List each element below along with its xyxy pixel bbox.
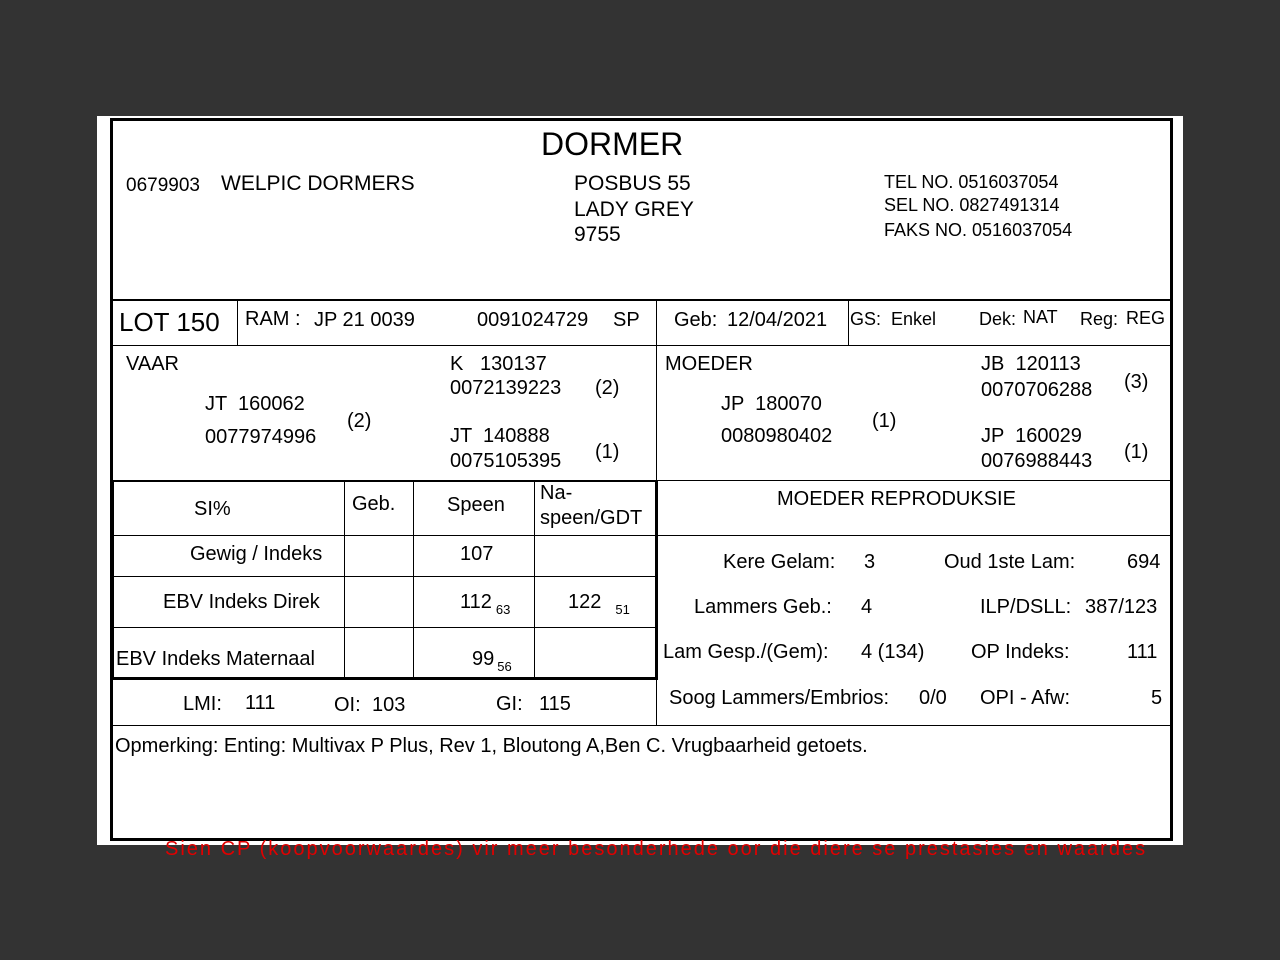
dam-reg-number: 0080980402 xyxy=(721,425,833,447)
ilp-value: 387/123 xyxy=(1085,596,1158,618)
dam-sire-reg-number: 0070706288 xyxy=(981,379,1093,401)
naspeen-value-main: 122 xyxy=(568,591,602,613)
divider xyxy=(237,299,238,345)
speen-value xyxy=(460,591,511,617)
sel-number: SEL NO. 0827491314 xyxy=(884,195,1060,215)
divider xyxy=(658,535,1172,536)
gi-value: 115 xyxy=(539,693,571,715)
dek-label: Dek: xyxy=(979,309,1017,329)
speen-value-main: 99 xyxy=(472,648,495,670)
birth-label: Geb: xyxy=(674,309,718,331)
speen-header: Speen xyxy=(447,494,505,516)
ram-label: RAM : xyxy=(245,308,301,330)
si-header: SI% xyxy=(194,498,231,520)
row-label: EBV Indeks Direk xyxy=(163,591,320,613)
divider xyxy=(112,535,656,536)
sire-dam-count: (1) xyxy=(595,441,620,463)
sire-reg-number: 0077974996 xyxy=(205,426,317,448)
sire-sire-id: K 130137 xyxy=(450,353,547,375)
sire-id: JT 160062 xyxy=(205,393,305,415)
address-line: POSBUS 55 xyxy=(574,172,691,195)
dam-id: JP 180070 xyxy=(721,393,822,415)
naspeen-accuracy: 51 xyxy=(615,602,630,617)
ilp-label: ILP/DSLL: xyxy=(980,596,1072,618)
op-value: 111 xyxy=(1127,641,1158,663)
oud-value: 694 xyxy=(1127,551,1161,573)
divider xyxy=(112,576,656,577)
ram-sp: SP xyxy=(613,309,640,331)
remark-text: Opmerking: Enting: Multivax P Plus, Rev 1, Bloutong A,Ben C. Vrugbaarheid getoets. xyxy=(115,735,868,757)
divider xyxy=(112,345,1172,346)
sire-sire-count: (2) xyxy=(595,377,620,399)
footer-note: Sien CP (koopvoorwaardes) vir meer besonderhede oor die diere se prestasies en waardes xyxy=(165,838,1148,860)
oi-value: 103 xyxy=(372,694,406,716)
owner-code: 0679903 xyxy=(126,175,200,196)
gs-label: GS: xyxy=(850,309,882,329)
soog-label: Soog Lammers/Embrios: xyxy=(669,687,890,709)
divider xyxy=(656,299,657,481)
reproduction-title: MOEDER REPRODUKSIE xyxy=(777,488,1016,510)
ram-reg-number: 0091024729 xyxy=(477,309,589,331)
divider xyxy=(344,482,345,677)
dam-label: MOEDER xyxy=(665,353,753,375)
gesp-value: 4 (134) xyxy=(861,641,925,663)
dam-sire-count: (3) xyxy=(1124,371,1149,393)
kere-label: Kere Gelam: xyxy=(723,551,836,573)
dam-dam-count: (1) xyxy=(1124,441,1149,463)
oud-label: Oud 1ste Lam: xyxy=(944,551,1076,573)
divider xyxy=(534,482,535,677)
sire-dam-reg-number: 0075105395 xyxy=(450,450,562,472)
lammers-value: 4 xyxy=(861,596,873,618)
dam-dam-reg-number: 0076988443 xyxy=(981,450,1093,472)
ram-id: JP 21 0039 xyxy=(314,309,415,331)
oi-label: OI: xyxy=(334,694,361,716)
divider xyxy=(413,482,414,677)
lmi-label: LMI: xyxy=(183,693,222,715)
op-label: OP Indeks: xyxy=(971,641,1070,663)
divider xyxy=(848,299,849,345)
speen-value xyxy=(472,648,512,674)
sire-label: VAAR xyxy=(126,353,179,375)
lmi-value: 111 xyxy=(245,692,276,714)
address-line: 9755 xyxy=(574,223,621,246)
gs-value: Enkel xyxy=(891,309,937,329)
speen-accuracy: 56 xyxy=(497,659,512,674)
row-label: EBV Indeks Maternaal xyxy=(116,648,315,670)
speen-value: 107 xyxy=(460,543,494,565)
divider xyxy=(112,627,656,628)
lot-card xyxy=(97,116,1183,860)
soog-value: 0/0 xyxy=(919,687,947,709)
faks-number: FAKS NO. 0516037054 xyxy=(884,220,1073,240)
tel-number: TEL NO. 0516037054 xyxy=(884,172,1059,192)
geb-header: Geb. xyxy=(352,493,396,515)
divider xyxy=(112,299,1172,301)
divider xyxy=(656,480,657,725)
reg-label: Reg: xyxy=(1080,309,1119,329)
sire-dam-id: JT 140888 xyxy=(450,425,550,447)
kere-value: 3 xyxy=(864,551,876,573)
breed-title: DORMER xyxy=(541,126,684,162)
divider xyxy=(112,725,1172,726)
gesp-label: Lam Gesp./(Gem): xyxy=(663,641,829,663)
opi-value: 5 xyxy=(1151,687,1163,709)
naspeen-header: Na- xyxy=(540,482,573,504)
sire-progeny-count: (2) xyxy=(347,410,372,432)
row-label: Gewig / Indeks xyxy=(190,543,323,565)
dam-sire-id: JB 120113 xyxy=(981,353,1081,375)
sire-sire-reg-number: 0072139223 xyxy=(450,377,562,399)
naspeen-value xyxy=(568,591,630,617)
speen-accuracy: 63 xyxy=(495,602,511,617)
birth-date: 12/04/2021 xyxy=(727,309,828,331)
dam-dam-id: JP 160029 xyxy=(981,425,1082,447)
speen-value-main: 112 xyxy=(460,591,492,613)
lot-number: LOT 150 xyxy=(119,307,220,337)
lammers-label: Lammers Geb.: xyxy=(694,596,832,618)
reg-value: REG xyxy=(1126,308,1166,328)
dam-progeny-count: (1) xyxy=(872,410,897,432)
dek-value: NAT xyxy=(1023,307,1058,327)
gi-label: GI: xyxy=(496,693,523,715)
owner-name: WELPIC DORMERS xyxy=(221,172,415,195)
address-line: LADY GREY xyxy=(574,198,694,221)
naspeen-header: speen/GDT xyxy=(540,507,643,529)
opi-label: OPI - Afw: xyxy=(980,687,1071,709)
